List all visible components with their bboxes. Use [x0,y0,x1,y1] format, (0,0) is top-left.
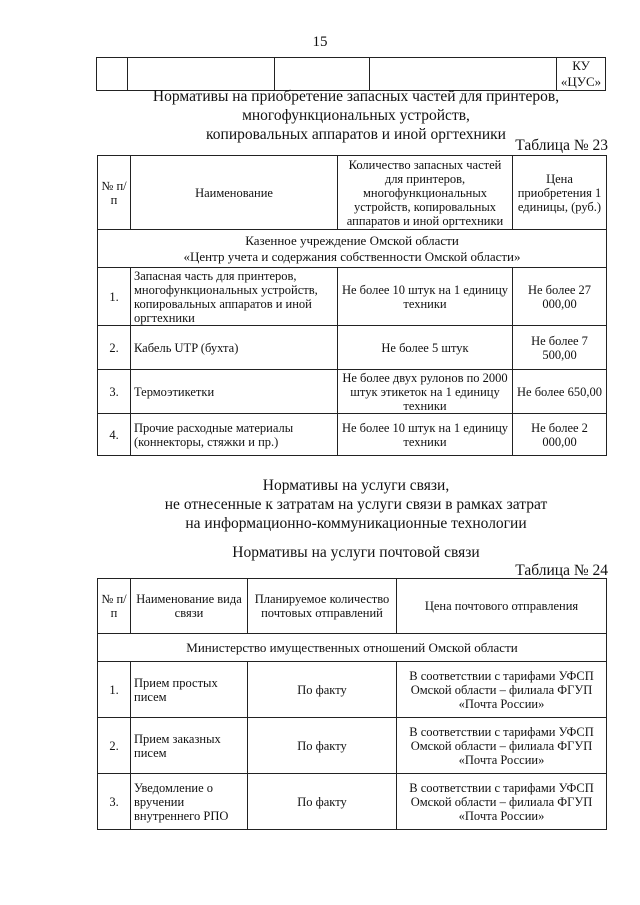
row-num: 4. [98,414,131,456]
row-price: Не более 650,00 [513,370,607,414]
row-qty: По факту [248,662,397,718]
group-cell [98,230,607,268]
row-name: Кабель UTP (бухта) [131,326,338,370]
table-header-row [98,156,607,230]
table-row [98,718,607,774]
row-num: 1. [98,662,131,718]
row-qty: По факту [248,718,397,774]
table-row [98,414,607,456]
row-num: 1. [98,268,131,326]
row-name: Запасная часть для принтеров, многофункциональных устройств, копировальных аппаратов и иной оргтехники [131,268,338,326]
row-num: 3. [98,774,131,830]
section2-title-line: на информационно-коммуникационные технологии [185,515,527,532]
row-num: 2. [98,718,131,774]
strip-cell [370,58,557,91]
row-qty: Не более 10 штук на 1 единицу техники [338,414,513,456]
section2-title-line: Нормативы на услуги связи, [262,477,450,494]
row-name: Прием заказных писем [131,718,248,774]
row-qty: Не более 10 штук на 1 единицу техники [338,268,513,326]
row-name: Прочие расходные материалы (коннекторы, стяжки и пр.) [131,414,338,456]
header-num: № п/п [98,156,131,230]
row-price: Не более 2 000,00 [513,414,607,456]
row-price: В соответствии с тарифами УФСП Омской области – филиала ФГУП «Почта России» [397,662,607,718]
table-row [98,370,607,414]
section1-title [0,87,640,144]
strip-org-cell: КУ «ЦУС» [557,58,606,91]
group-cell: Министерство имущественных отношений Омской области [98,634,607,662]
row-price: В соответствии с тарифами УФСП Омской области – филиала ФГУП «Почта России» [397,718,607,774]
table23-label: Таблица № 23 [515,137,608,154]
header-name: Наименование вида связи [131,579,248,634]
table-row [98,326,607,370]
table-row [98,268,607,326]
table24-label: Таблица № 24 [515,562,608,579]
strip-cell [275,58,370,91]
section1-title-line: Нормативы на приобретение запасных частей для принтеров, [152,88,560,105]
page-number: 15 [312,34,328,50]
section1-title-line: многофункциональных устройств, [242,107,470,124]
row-qty: По факту [248,774,397,830]
header-num: № п/п [98,579,131,634]
row-price: Не более 27 000,00 [513,268,607,326]
section3-title: Нормативы на услуги почтовой связи [232,544,480,561]
group-line: «Центр учета и содержания собственности Омской области» [183,248,521,264]
table-24 [97,578,607,830]
table-group-row [98,230,607,268]
section2-title [0,476,640,533]
header-name: Наименование [131,156,338,230]
table-header-row [98,579,607,634]
table-23 [97,155,607,456]
header-price: Цена приобретения 1 единицы, (руб.) [513,156,607,230]
header-strip-table [96,57,606,91]
row-num: 3. [98,370,131,414]
header-qty: Планируемое количество почтовых отправлений [248,579,397,634]
table-row [98,774,607,830]
row-name: Термоэтикетки [131,370,338,414]
strip-cell [128,58,275,91]
strip-cell [97,58,128,91]
row-name: Прием простых писем [131,662,248,718]
row-price: В соответствии с тарифами УФСП Омской области – филиала ФГУП «Почта России» [397,774,607,830]
row-name: Уведомление о вручении внутреннего РПО [131,774,248,830]
table-row [98,662,607,718]
header-price: Цена почтового отправления [397,579,607,634]
section1-title-line: копировальных аппаратов и иной оргтехники [206,126,506,143]
row-price: Не более 7 500,00 [513,326,607,370]
row-num: 2. [98,326,131,370]
group-line: Казенное учреждение Омской области [245,232,459,248]
table-group-row [98,634,607,662]
section2-title-line: не отнесенные к затратам на услуги связи в рамках затрат [164,496,548,513]
row-qty: Не более 5 штук [338,326,513,370]
row-qty: Не более двух рулонов по 2000 штук этикеток на 1 единицу техники [338,370,513,414]
header-qty: Количество запасных частей для принтеров, многофункциональных устройств, копировальных аппаратов и иной оргтехники [338,156,513,230]
